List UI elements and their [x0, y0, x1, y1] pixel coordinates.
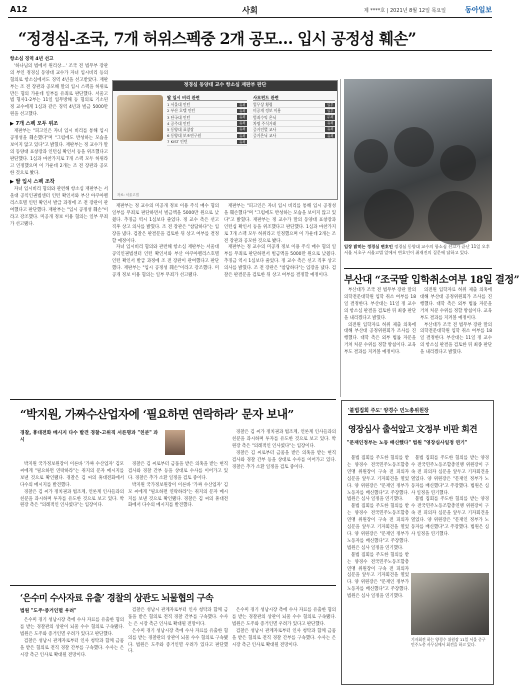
main-text-6: 재판부는 "피고인은 자녀 입시 비리를 통해 입시 공정성을 훼손했다"며 "그럼에도 반성하는 모습을 보이지 않고 있다"고 밝혔다. 재판부는 정 교수가 딸의 동양대 표창장과 인턴십 확인서 등을 위조했다고 판단했다. 1심과 마찬가지로 7개 스펙 모두 허위라고 인정했으며 이 가운데 2개는 조 전 장관과 공모한 것으로 봤다. — [224, 204, 336, 244]
infobox-row-verdict: 유죄 — [238, 139, 246, 144]
union-col-1 — [347, 456, 409, 682]
union-col-2 — [411, 456, 489, 570]
infobox-title: 정경심 동양대 교수 항소심 재판부 판단 — [113, 81, 337, 91]
infobox-row — [167, 139, 247, 145]
infobox-source: 자료: 서울고법 — [117, 193, 139, 197]
story3-text-1: 은수미 경기 성남시장 측에 수사 자료를 유출한 혐의를 받는 경찰관의 상관이 뇌물 수수 혐의로 구속됐다. 법원은 도주와 증거인멸 우려가 있다고 판단했다. — [20, 618, 124, 637]
main-col-3 — [224, 204, 336, 397]
main-text-4: 재판부는 정 교수의 미공개 정보 이용 주식 매수 혐의 일부를 무죄로 판단하면서 벌금액을 5000만 원으로 낮췄다. 추징금 역시 1심보다 줄었다. 정 교수 측은 선고 직후 상고 의사를 밝혔다. 조 전 장관은 "참담하다"는 입장을 냈다. 검찰은 판결문을 검토한 뒤 상고 여부를 결정할 예정이다. — [112, 204, 219, 244]
story2-text-3: 경찰은 김 씨로부터 금품을 받은 의혹을 받는 현직 검사와 경찰 간부 등을 상대로 수사를 이어가고 있다. 경찰은 추가 소환 일정을 검토 중이다. — [128, 462, 228, 481]
infobox-row-verdict: 일부 — [326, 108, 334, 113]
infobox-right-head: 사모펀드 관련 — [253, 95, 335, 101]
column-rule — [340, 79, 341, 397]
union-tag: '불법집회 주도' 양경수 민노총위원장 — [348, 408, 429, 414]
union-text-5: 불법 집회를 주도한 혐의를 받는 양경수 전국민주노동조합총연맹 위원장이 구속 전 피의자 심문을 앞두고 기자회견을 열었다. 양 위원장은 "문재인 정부가 노동자를 배신했다"고 주장했다. 법원은 심사 일정을 연기했다. — [411, 497, 489, 537]
union-text-2: 불법 집회를 주도한 혐의를 받는 양경수 전국민주노동조합총연맹 위원장이 구속 전 피의자 심문을 앞두고 기자회견을 열었다. 양 위원장은 "문재인 정부가 노동자를 배신했다"고 주장했다. 법원은 심사 일정을 연기했다. — [347, 504, 409, 551]
main-text-3: 자녀 입시비리 혐의와 관련해 항소심 재판부는 서울대 공익인권법센터 인턴 확인서와 부산 아쿠아펠리스호텔 인턴 확인서 발급 과정에 조 전 장관이 관여했다고 판단했다. 재판부는 "입시 공정성 훼손"이라고 강조했다. 미공개 정보 이용 혐의는 일부 무죄가 선고됐다. — [10, 187, 108, 227]
infobox-row-verdict: 유죄 — [326, 127, 334, 132]
infobox-row-label: 차명 주식거래 — [253, 120, 277, 126]
story3-col-2 — [128, 608, 228, 686]
divider — [344, 268, 492, 269]
caption-text: 정경심 동양대 교수의 항소심 선고가 끝난 11일 오후 서울 서초구 서울고법 앞에서 변호인이 취재진의 질문에 답하고 있다. — [344, 244, 490, 255]
main-text-5: 자녀 입시비리 혐의와 관련해 항소심 재판부는 서울대 공익인권법센터 인턴 확인서와 부산 아쿠아펠리스호텔 인턴 확인서 발급 과정에 조 전 장관이 관여했다고 판단했다. 재판부는 "입시 공정성 훼손"이라고 강조했다. 미공개 정보 이용 혐의는 일부 무죄가 선고됐다. — [112, 245, 219, 279]
story2-text-4: 박지원 국가정보원장이 이른바 '가짜 수산업자' 김모 씨에게 "필요하면 연락하라"는 취지의 문자 메시지를 보낸 것으로 확인됐다. 경찰은 김 씨의 휴대전화에서 다수의 메시지를 발견했다. — [128, 482, 228, 509]
main-text-1: '하나님의 법에서 원리상…' 조국 전 법무부 장관의 부인 정경심 동양대 교수가 자녀 입시비리 등의 혐의로 항소심에서도 징역 4년을 선고받았다. 재판부는 조 전 장관과 공모해 딸의 입시 스펙을 허위로 만든 혐의 가운데 일부를 유죄로 판단했다. 서울고법 형사1-2부는 11일 업무방해 등 혐의로 기소된 정 교수에게 1심과 같은 징역 4년과 벌금 5000만 원을 선고했다. — [10, 63, 108, 118]
infobox-row-label: 4 공주대 인턴 — [167, 120, 191, 126]
infobox-row-label: 업무상 횡령 — [253, 102, 273, 108]
caption-lead: 입장 밝히는 정경심 변호인 — [344, 244, 393, 249]
union-text-4: 불법 집회를 주도한 혐의를 받는 양경수 전국민주노동조합총연맹 위원장이 구속 전 피의자 심문을 앞두고 기자회견을 열었다. 양 위원장은 "문재인 정부가 노동자를 배신했다"고 주장했다. 법원은 심사 일정을 연기했다. — [411, 456, 489, 496]
verdict-infobox — [112, 80, 338, 200]
divider — [10, 585, 336, 586]
infobox-row-verdict: 유죄 — [238, 108, 246, 113]
busan-headline: 부산대 “조국딸 입학취소여부 18일 결정” — [344, 275, 519, 286]
photo-caption — [344, 244, 492, 256]
union-caption: 기자회견 하는 양경수 위원장 11일 서울 중구 민주노총 사무실에서 회견을 하고 있다. — [411, 637, 486, 648]
story3-text-2: 검찰은 성남시 관계자로부터 인사 청탁과 함께 금품을 받은 혐의로 전직 경찰 간부를 구속했다. 수사는 은 시장 측근 인사로 확대될 전망이다. — [20, 638, 124, 658]
story2-text-2: 경찰은 김 씨가 정치권과 법조계, 언론계 인사들과의 친분을 과시하며 투자를 유도한 것으로 보고 있다. 박 원장 측은 "의례적인 인사였다"는 입장이다. — [20, 489, 124, 509]
infobox-row-verdict: 일부 — [326, 102, 334, 107]
story2-col-1 — [20, 462, 124, 580]
infobox-row-label: 6 동양대 보조연구원 — [167, 133, 202, 139]
story3-text-4: 은수미 경기 성남시장 측에 수사 자료를 유출한 혐의를 받는 경찰관의 상관이 뇌물 수수 혐의로 구속됐다. 법원은 도주와 증거인멸 우려가 있다고 판단했다. — [128, 628, 228, 655]
story3-col-1 — [20, 618, 124, 686]
main-col-1 — [10, 57, 108, 397]
infobox-row-label: 미공개 정보 이용 — [253, 108, 282, 114]
infobox-row-verdict: 유죄 — [238, 114, 246, 119]
story3-text-6: 검찰은 성남시 관계자로부터 인사 청탁과 함께 금품을 받은 혐의로 전직 경찰 간부를 구속했다. 수사는 은 시장 측근 인사로 확대될 전망이다. — [232, 628, 336, 648]
story2-kicker: 경찰, 휴대전화 메시지 다수 발견 경찰-고위직 서른명과 "친분" 과시 — [20, 431, 159, 443]
main-col-2 — [112, 204, 219, 397]
union-text-3: 불법 집회를 주도한 혐의를 받는 양경수 전국민주노동조합총연맹 위원장이 구속 전 피의자 심문을 앞두고 기자회견을 열었다. 양 위원장은 "문재인 정부가 노동자를 배신했다"고 주장했다. 법원은 심사 일정을 연기했다. — [347, 552, 409, 600]
gavel-image — [117, 95, 163, 141]
union-headline: 영장심사 출석앞고 文정부 비판 회견 — [348, 425, 478, 435]
infobox-row-label: 2 부산 호텔 인턴 — [167, 108, 196, 114]
infobox-row-verdict: 유죄 — [238, 133, 246, 138]
infobox-row-label: 3 단국대 인턴 — [167, 114, 191, 120]
infobox-row-label: 5 동양대 표창장 — [167, 127, 194, 133]
main-text-2: 재판부는 "피고인은 자녀 입시 비리를 통해 입시 공정성을 훼손했다"며 "그럼에도 반성하는 모습을 보이지 않고 있다"고 밝혔다. 재판부는 정 교수가 딸의 동양대 표창장과 인턴십 확인서 등을 위조했다고 판단했다. 1심과 마찬가지로 7개 스펙 모두 허위라고 인정했으며 이 가운데 2개는 조 전 장관과 공모한 것으로 봤다. — [10, 129, 109, 176]
story2-col-3 — [232, 430, 336, 580]
infobox-row-label: 증거인멸 교사 — [253, 127, 277, 133]
busan-text-1: 부산대가 조국 전 법무부 장관 딸의 의학전문대학원 입학 취소 여부를 18일 결정한다. 부산대는 11일 정 교수의 항소심 판결을 검토한 뒤 최종 판단을 내리겠다고 밝혔다. — [344, 288, 416, 321]
union-text-1: 불법 집회를 주도한 혐의를 받는 양경수 전국민주노동조합총연맹 위원장이 구속 전 피의자 심문을 앞두고 기자회견을 열었다. 양 위원장은 "문재인 정부가 노동자를 배신했다"고 주장했다. 법원은 심사 일정을 연기했다. — [347, 456, 409, 503]
main-headline: “정경심-조국, 7개 허위스펙중 2개 공모… 입시 공정성 훼손” — [18, 29, 416, 48]
portrait-photo — [165, 430, 185, 455]
main-subhead-2: ▶ 딸 입시 스펙 조작 — [10, 178, 55, 185]
busan-col-1 — [344, 288, 416, 396]
infobox-row-label: 1 서울대 인턴 — [167, 102, 191, 108]
infobox-row-verdict: 유죄 — [238, 127, 246, 132]
infobox-row-verdict: 유죄 — [326, 133, 334, 138]
page-number: A12 — [10, 5, 28, 14]
story2-text-6: 경찰은 김 씨로부터 금품을 받은 의혹을 받는 현직 검사와 경찰 간부 등을 상대로 수사를 이어가고 있다. 경찰은 추가 소환 일정을 검토 중이다. — [232, 450, 336, 470]
busan-text-4: 부산대가 조국 전 법무부 장관 딸의 의학전문대학원 입학 취소 여부를 18일 결정한다. 부산대는 11일 정 교수의 항소심 판결을 검토한 뒤 최종 판단을 내리겠다고 밝혔다. — [420, 322, 492, 356]
story3-text-5: 은수미 경기 성남시장 측에 수사 자료를 유출한 혐의를 받는 경찰관의 상관이 뇌물 수수 혐의로 구속됐다. 법원은 도주와 증거인멸 우려가 있다고 판단했다. — [232, 608, 336, 627]
issue-date: 제 ****호 | 2021년 8월 12일 목요일 — [363, 8, 446, 14]
section-title: 사회 — [242, 6, 258, 15]
story2-text-1: 박지원 국가정보원장이 이른바 '가짜 수산업자' 김모 씨에게 "필요하면 연락하라"는 취지의 문자 메시지를 보낸 것으로 확인됐다. 경찰은 김 씨의 휴대전화에서 다수의 메시지를 발견했다. — [20, 462, 124, 488]
story3-text-3: 검찰은 성남시 관계자로부터 인사 청탁과 함께 금품을 받은 혐의로 전직 경찰 간부를 구속했다. 수사는 은 시장 측근 인사로 확대될 전망이다. — [128, 608, 228, 627]
busan-col-2 — [420, 288, 492, 396]
infobox-left-head: 딸 입시 비리 관련 — [167, 95, 247, 101]
infobox-row-label: 증거은닉 교사 — [253, 133, 277, 139]
infobox-right — [253, 95, 335, 139]
press-photo — [344, 79, 492, 241]
infobox-row-label: 범죄수익 은닉 — [253, 114, 277, 120]
story2-headline: “박지원, 가짜수산업자에 ‘필요하면 연락하라’ 문자 보내” — [20, 407, 294, 421]
infobox-left — [167, 95, 247, 146]
story3-kicker: 법원 "도주·증거인멸 우려" — [20, 609, 77, 614]
union-kicker: "문재인정부는 노동 배신했다" 법원 "영장심사일정 연기" — [347, 441, 468, 446]
infobox-row-verdict: 유죄 — [326, 121, 334, 126]
union-photo — [411, 573, 489, 635]
newspaper-logo: 동아일보 — [464, 6, 492, 14]
busan-text-3: 의전원 입학자료 허위 제출 의혹에 대해 부산대 공정위원회가 조사를 진행했다. 대학 측은 외부 법률 자문을 거쳐 처분 수위를 정할 방침이다. 교육부도 결과를 지켜볼 예정이다. — [420, 288, 492, 321]
main-text-7: 재판부는 정 교수의 미공개 정보 이용 주식 매수 혐의 일부를 무죄로 판단하면서 벌금액을 5000만 원으로 낮췄다. 추징금 역시 1심보다 줄었다. 정 교수 측은 선고 직후 상고 의사를 밝혔다. 조 전 장관은 "참담하다"는 입장을 냈다. 검찰은 판결문을 검토한 뒤 상고 여부를 결정할 예정이다. — [224, 245, 336, 279]
infobox-row-label: 7 KIST 인턴 — [167, 139, 188, 145]
story3-headline: ‘은수미 수사자료 유출’ 경찰의 상관도 뇌물협의 구속 — [20, 594, 214, 604]
infobox-row-verdict: 유죄 — [238, 121, 246, 126]
infobox-row-verdict: 유죄 — [238, 102, 246, 107]
page-header — [8, 4, 492, 18]
main-byline: 항소심 징역 4년 선고 — [10, 57, 54, 62]
main-subhead-1: ▶ 7개 스펙 모두 위조 — [10, 120, 59, 127]
story2-col-2 — [128, 462, 228, 580]
divider — [12, 50, 492, 51]
busan-text-2: 의전원 입학자료 허위 제출 의혹에 대해 부산대 공정위원회가 조사를 진행했다. 대학 측은 외부 법률 자문을 거쳐 처분 수위를 정할 방침이다. 교육부도 결과를 지켜볼 예정이다. — [344, 322, 416, 356]
divider — [10, 399, 336, 400]
infobox-row-verdict: 무죄 — [326, 114, 334, 119]
infobox-row — [253, 133, 335, 139]
story2-text-5: 경찰은 김 씨가 정치권과 법조계, 언론계 인사들과의 친분을 과시하며 투자를 유도한 것으로 보고 있다. 박 원장 측은 "의례적인 인사였다"는 입장이다. — [232, 430, 336, 449]
story3-col-3 — [232, 608, 336, 686]
